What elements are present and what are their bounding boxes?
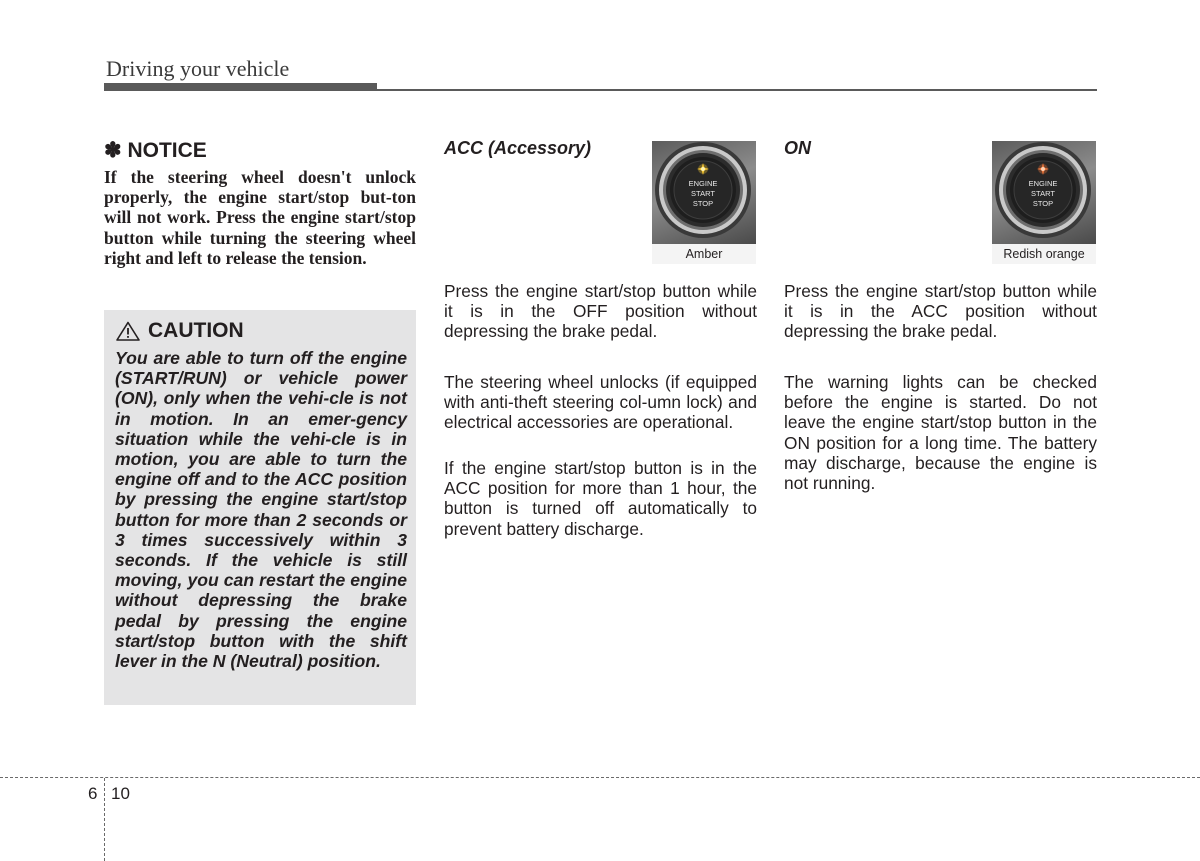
notice-title: NOTICE	[127, 139, 207, 162]
acc-button-line-3: STOP	[692, 199, 714, 208]
on-paragraph-1: Press the engine start/stop button while it is in the ACC position without depressing the brake pedal.	[784, 281, 1097, 342]
section-title: Driving your vehicle	[106, 56, 290, 81]
on-paragraph-2: The warning lights can be checked before the engine is started. Do not leave the engine start/stop button in the ON position for a long time. The battery may discharge, because the engine is not running.	[784, 372, 1097, 494]
on-button-photo	[992, 141, 1096, 244]
on-button-line-1: ENGINE	[1028, 179, 1058, 188]
acc-button-line-2: START	[691, 189, 715, 198]
on-caption: Redish orange	[1003, 247, 1085, 261]
acc-paragraph-1: Press the engine start/stop button while it is in the OFF position without depressing the brake pedal.	[444, 281, 757, 342]
acc-paragraph-3: If the engine start/stop button is in the ACC position for more than 1 hour, the button is turned off automatically to prevent battery discharge.	[444, 458, 757, 539]
acc-button-photo	[652, 141, 756, 244]
footer-rule	[0, 777, 1200, 778]
acc-paragraph-2: The steering wheel unlocks (if equipped with anti-theft steering col-umn lock) and electrical accessories are operational.	[444, 372, 757, 433]
page-number: 10	[111, 784, 130, 803]
warning-triangle-icon	[116, 321, 140, 341]
caution-heading	[116, 319, 244, 343]
on-button-line-2: START	[1031, 189, 1055, 198]
notice-heading	[104, 138, 207, 163]
engine-start-button-icon	[992, 141, 1096, 244]
notice-symbol: ✽	[104, 139, 122, 162]
acc-button-line-1: ENGINE	[688, 179, 718, 188]
notice-body: If the steering wheel doesn't unlock properly, the engine start/stop but-ton will not work. Press the engine start/stop button while turning the steering wheel right and left to release the tension.	[104, 167, 416, 268]
chapter-number: 6	[88, 784, 98, 803]
footer-divider	[104, 778, 105, 861]
caution-body: You are able to turn off the engine (START/RUN) or vehicle power (ON), only when the vehi-cle is not in motion. In an emer-gency situation while the vehi-cle is in motion, you are able to turn the engine off and to the ACC position by pressing the engine start/stop button for more than 2 seconds or 3 times successively within 3 seconds. If the vehicle is still moving, you can restart the engine without depressing the brake pedal by pressing the engine start/stop button with the shift lever in the N (Neutral) position.	[115, 348, 407, 672]
on-heading: ON	[784, 138, 811, 158]
acc-button-figure	[652, 141, 756, 264]
on-button-line-3: STOP	[1032, 199, 1054, 208]
engine-start-button-icon	[652, 141, 756, 244]
acc-caption: Amber	[685, 247, 723, 261]
on-button-figure	[992, 141, 1096, 264]
header-rule	[104, 89, 1097, 91]
caution-title: CAUTION	[148, 319, 244, 342]
caution-box	[104, 310, 416, 705]
acc-heading: ACC (Accessory)	[444, 138, 592, 158]
